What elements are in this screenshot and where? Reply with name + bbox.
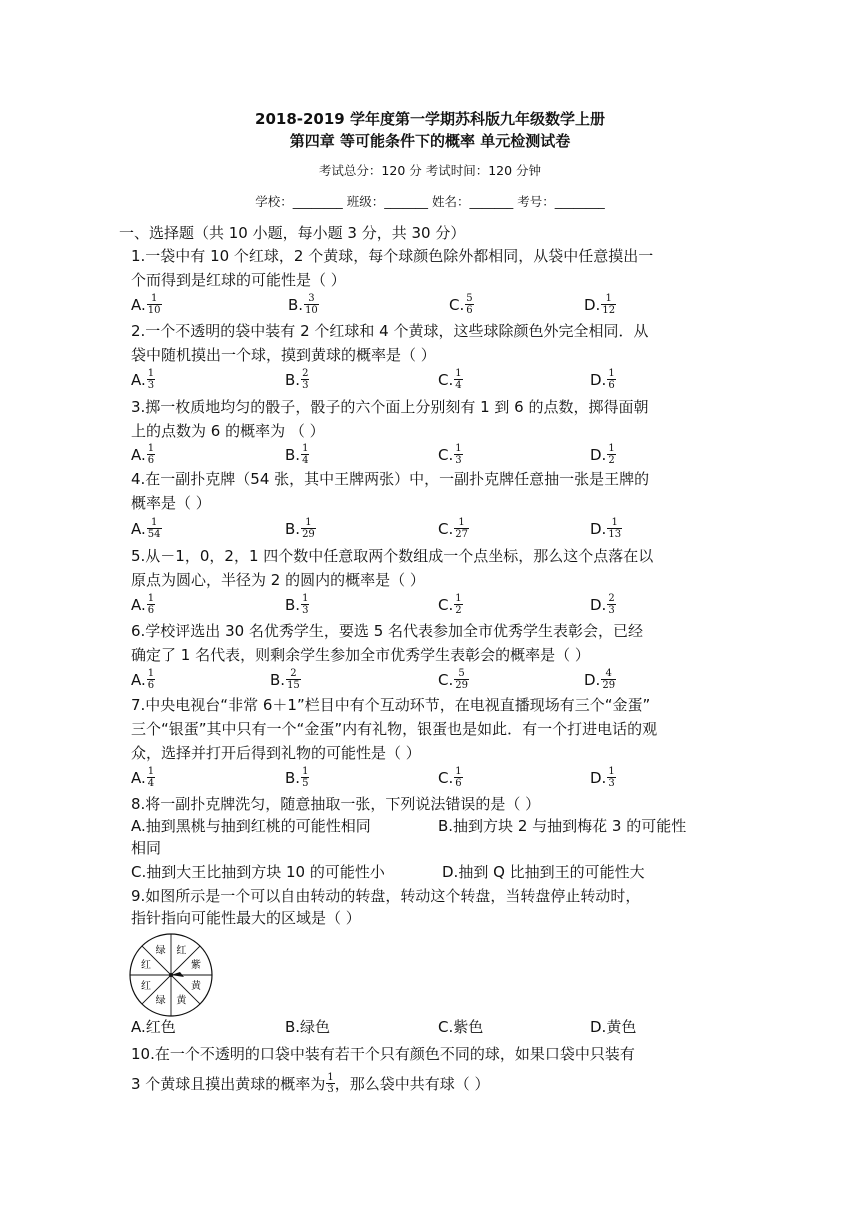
wheel-center [169,973,173,977]
option-fraction [607,517,622,540]
question-2-option-d [590,368,616,391]
fraction-denominator: 3 [608,605,615,616]
option-letter: A. [131,768,146,787]
fraction-numerator: 1 [458,517,465,528]
question-5-option-d [590,593,616,616]
question-2-option-b [285,368,309,391]
question-5-line2: 原点为圆心，半径为 2 的圆内的概率是（ ） [131,571,425,589]
fraction-denominator: 13 [608,529,622,540]
fraction-numerator: 1 [608,443,615,454]
question-2-line2: 袋中随机摸出一个球，摸到黄球的概率是（ ） [131,346,436,364]
option-letter: B. [270,670,286,689]
question-7-option-a [131,766,155,789]
fraction-denominator: 6 [147,455,155,466]
question-6-line1: 6.学校评选出 30 名优秀学生，要选 5 名代表参加全市优秀学生表彰会，已经 [131,622,644,640]
exam-subtitle: 第四章 等可能条件下的概率 单元检测试卷 [289,132,571,150]
question-6-option-d [584,668,616,691]
question-6-option-b [270,668,301,691]
option-fraction [454,368,462,391]
wheel-sector-label: 红 [141,980,152,992]
fraction-denominator: 10 [147,305,161,316]
question-7-line3: 众，选择并打开后得到礼物的可能性是（ ） [131,744,421,762]
question-4-option-d [590,517,622,540]
question-7-line2: 三个“银蛋”其中只有一个“金蛋”内有礼物，银蛋也是如此．有一个打进电话的观 [131,720,658,738]
fraction-denominator: 5 [302,778,309,789]
option-letter: A. [131,519,146,538]
option-letter: D. [590,595,607,614]
fraction-denominator: 6 [147,680,155,691]
fraction-numerator: 1 [455,443,462,454]
option-letter: A. [131,295,146,314]
question-2-line1: 2.一个不透明的袋中装有 2 个红球和 4 个黄球，这些球除颜色外完全相同．从 [131,322,649,340]
question-9-option-d: D.黄色 [590,1018,637,1036]
question-10-fraction [326,1072,334,1095]
option-fraction [147,668,155,691]
question-1-line2: 个而得到是红球的可能性是（ ） [131,271,346,289]
question-5-option-a [131,593,155,616]
option-fraction [601,293,616,316]
fraction-numerator: 4 [605,668,612,679]
wheel-sector-label: 绿 [155,995,166,1007]
fraction-denominator: 4 [302,455,309,466]
question-8-option-c: C.抽到大王比抽到方块 10 的可能性小 [131,863,385,881]
question-3-option-b [285,443,309,466]
option-fraction [607,443,615,466]
question-1-option-c [449,293,474,316]
fraction-denominator: 27 [455,529,468,540]
question-9-line2: 指针指向可能性最大的区域是（ ） [131,909,361,927]
fraction-denominator: 6 [455,778,462,789]
option-letter: D. [590,445,607,464]
option-fraction [601,668,616,691]
question-10-line2 [131,1072,489,1095]
student-fields: 学校：________ 班级：_______ 姓名：_______ 考号：________ [255,194,605,209]
question-10-line1: 10.在一个不透明的口袋中装有若干个只有颜色不同的球，如果口袋中只装有 [131,1045,635,1063]
option-letter: C. [438,768,454,787]
option-letter: C. [438,370,454,389]
option-letter: D. [590,370,607,389]
wheel-sector-label: 红 [141,960,152,972]
fraction-numerator: 2 [302,368,309,379]
option-fraction [301,517,316,540]
option-fraction [147,766,155,789]
option-letter: C. [438,519,454,538]
fraction-denominator: 10 [305,305,318,316]
fraction-denominator: 2 [455,605,462,616]
option-letter: A. [131,445,146,464]
question-8-option-b-cont: 相同 [131,839,162,857]
fraction-numerator: 1 [150,517,158,528]
wheel-sector-label: 红 [176,945,187,957]
fraction-numerator: 1 [150,293,158,304]
wheel-sector-label: 紫 [190,960,201,972]
question-6-option-c [438,668,469,691]
fraction-denominator: 6 [608,380,615,391]
section-heading: 一、选择题（共 10 小题，每小题 3 分，共 30 分） [119,224,466,242]
fraction-numerator: 1 [147,443,155,454]
option-fraction [607,593,615,616]
question-4-option-a [131,517,162,540]
fraction-denominator: 3 [327,1084,334,1095]
question-4-line1: 4.在一副扑克牌（54 张，其中王牌两张）中，一副扑克牌任意抽一张是王牌的 [131,470,650,488]
option-letter: D. [584,670,601,689]
fraction-numerator: 1 [608,368,615,379]
option-fraction [147,368,155,391]
question-10-text-a: 3 个黄球且摸出黄球的概率为 [131,1075,326,1093]
question-2-option-a [131,368,155,391]
option-letter: A. [131,595,146,614]
fraction-denominator: 4 [455,380,462,391]
spinner-wheel-diagram [128,932,214,1018]
fraction-numerator: 1 [147,368,155,379]
fraction-denominator: 29 [602,680,616,691]
option-letter: D. [590,519,607,538]
exam-info: 考试总分：120 分 考试时间：120 分钟 [318,163,542,178]
option-fraction [301,766,309,789]
fraction-denominator: 29 [455,680,468,691]
option-fraction [147,593,155,616]
fraction-numerator: 1 [611,517,618,528]
question-7-line1: 7.中央电视台“非常 6＋1”栏目中有个互动环节，在电视直播现场有三个“金蛋” [131,696,651,714]
fraction-numerator: 1 [302,766,309,777]
option-letter: B. [285,768,301,787]
question-7-option-c [438,766,463,789]
question-7-option-b [285,766,309,789]
fraction-denominator: 6 [466,305,473,316]
question-5-option-b [285,593,309,616]
fraction-numerator: 1 [455,593,462,604]
option-fraction [454,766,462,789]
question-5-line1: 5.从－1，0，2，1 四个数中任意取两个数组成一个点坐标，那么这个点落在以 [131,547,654,565]
fraction-numerator: 1 [302,443,309,454]
fraction-denominator: 6 [147,605,155,616]
wheel-sector-label: 绿 [155,945,166,957]
question-5-option-c [438,593,463,616]
option-fraction [607,766,615,789]
question-8-line1: 8.将一副扑克牌洗匀，随意抽取一张，下列说法错误的是（ ） [131,795,541,813]
fraction-numerator: 1 [605,293,612,304]
question-4-option-b [285,517,316,540]
fraction-numerator: 2 [290,668,297,679]
option-letter: C. [449,295,465,314]
option-letter: B. [285,595,301,614]
fraction-numerator: 1 [147,668,155,679]
question-2-option-c [438,368,463,391]
fraction-denominator: 54 [147,529,161,540]
question-4-option-c [438,517,469,540]
option-fraction [147,443,155,466]
question-9-option-b: B.绿色 [285,1018,331,1036]
option-fraction [454,668,469,691]
question-9-option-a: A.红色 [131,1018,176,1036]
fraction-denominator: 15 [287,680,300,691]
question-9-line1: 9.如图所示是一个可以自由转动的转盘，转动这个转盘，当转盘停止转动时， [131,887,641,905]
option-fraction [147,293,162,316]
question-7-option-d [590,766,616,789]
option-fraction [301,593,309,616]
fraction-numerator: 1 [455,766,462,777]
fraction-denominator: 29 [302,529,315,540]
fraction-numerator: 5 [466,293,473,304]
option-letter: B. [285,445,301,464]
option-letter: C. [438,670,454,689]
fraction-denominator: 3 [455,455,462,466]
fraction-denominator: 2 [608,455,615,466]
question-3-line2: 上的点数为 6 的概率为 （ ） [131,422,325,440]
exam-title: 2018-2019 学年度第一学期苏科版九年级数学上册 [255,110,605,128]
question-1-option-d [584,293,616,316]
fraction-numerator: 2 [608,593,615,604]
option-fraction [301,368,309,391]
option-letter: C. [438,595,454,614]
question-3-option-a [131,443,155,466]
option-letter: B. [285,370,301,389]
option-letter: D. [584,295,601,314]
option-letter: A. [131,370,146,389]
fraction-numerator: 5 [458,668,465,679]
question-3-line1: 3.掷一枚质地均匀的骰子，骰子的六个面上分别刻有 1 到 6 的点数，掷得面朝 [131,398,649,416]
question-1-option-a [131,293,162,316]
wheel-sector-label: 黄 [190,980,201,992]
question-8-option-d: D.抽到 Q 比抽到王的可能性大 [442,863,645,881]
fraction-denominator: 3 [302,605,309,616]
question-10-text-b: ，那么袋中共有球（ ） [334,1075,490,1093]
fraction-numerator: 1 [455,368,462,379]
fraction-numerator: 3 [308,293,315,304]
option-fraction [454,443,462,466]
question-8-option-b: B.抽到方块 2 与抽到梅花 3 的可能性 [438,817,687,835]
option-letter: A. [131,670,146,689]
question-3-option-c [438,443,463,466]
option-letter: B. [285,519,301,538]
option-fraction [147,517,162,540]
fraction-numerator: 1 [302,593,309,604]
option-letter: B. [288,295,304,314]
fraction-denominator: 3 [147,380,155,391]
fraction-numerator: 1 [608,766,615,777]
question-9-option-c: C.紫色 [438,1018,484,1036]
fraction-numerator: 1 [147,766,155,777]
option-fraction [607,368,615,391]
wheel-sector-label: 黄 [176,995,187,1007]
question-1-option-b [288,293,319,316]
option-fraction [301,443,309,466]
question-8-option-a: A.抽到黑桃与抽到红桃的可能性相同 [131,817,371,835]
question-3-option-d [590,443,616,466]
fraction-denominator: 4 [147,778,155,789]
question-4-line2: 概率是（ ） [131,494,211,512]
fraction-denominator: 12 [602,305,616,316]
fraction-numerator: 1 [305,517,312,528]
option-letter: D. [590,768,607,787]
option-fraction [454,593,462,616]
option-fraction [465,293,473,316]
question-1-line1: 1.一袋中有 10 个红球，2 个黄球，每个球颜色除外都相同，从袋中任意摸出一 [131,247,654,265]
fraction-denominator: 3 [302,380,309,391]
question-6-option-a [131,668,155,691]
fraction-denominator: 3 [608,778,615,789]
question-6-line2: 确定了 1 名代表，则剩余学生参加全市优秀学生表彰会的概率是（ ） [131,646,590,664]
fraction-numerator: 1 [327,1072,334,1083]
fraction-numerator: 1 [147,593,155,604]
option-fraction [286,668,301,691]
option-letter: C. [438,445,454,464]
option-fraction [304,293,319,316]
option-fraction [454,517,469,540]
